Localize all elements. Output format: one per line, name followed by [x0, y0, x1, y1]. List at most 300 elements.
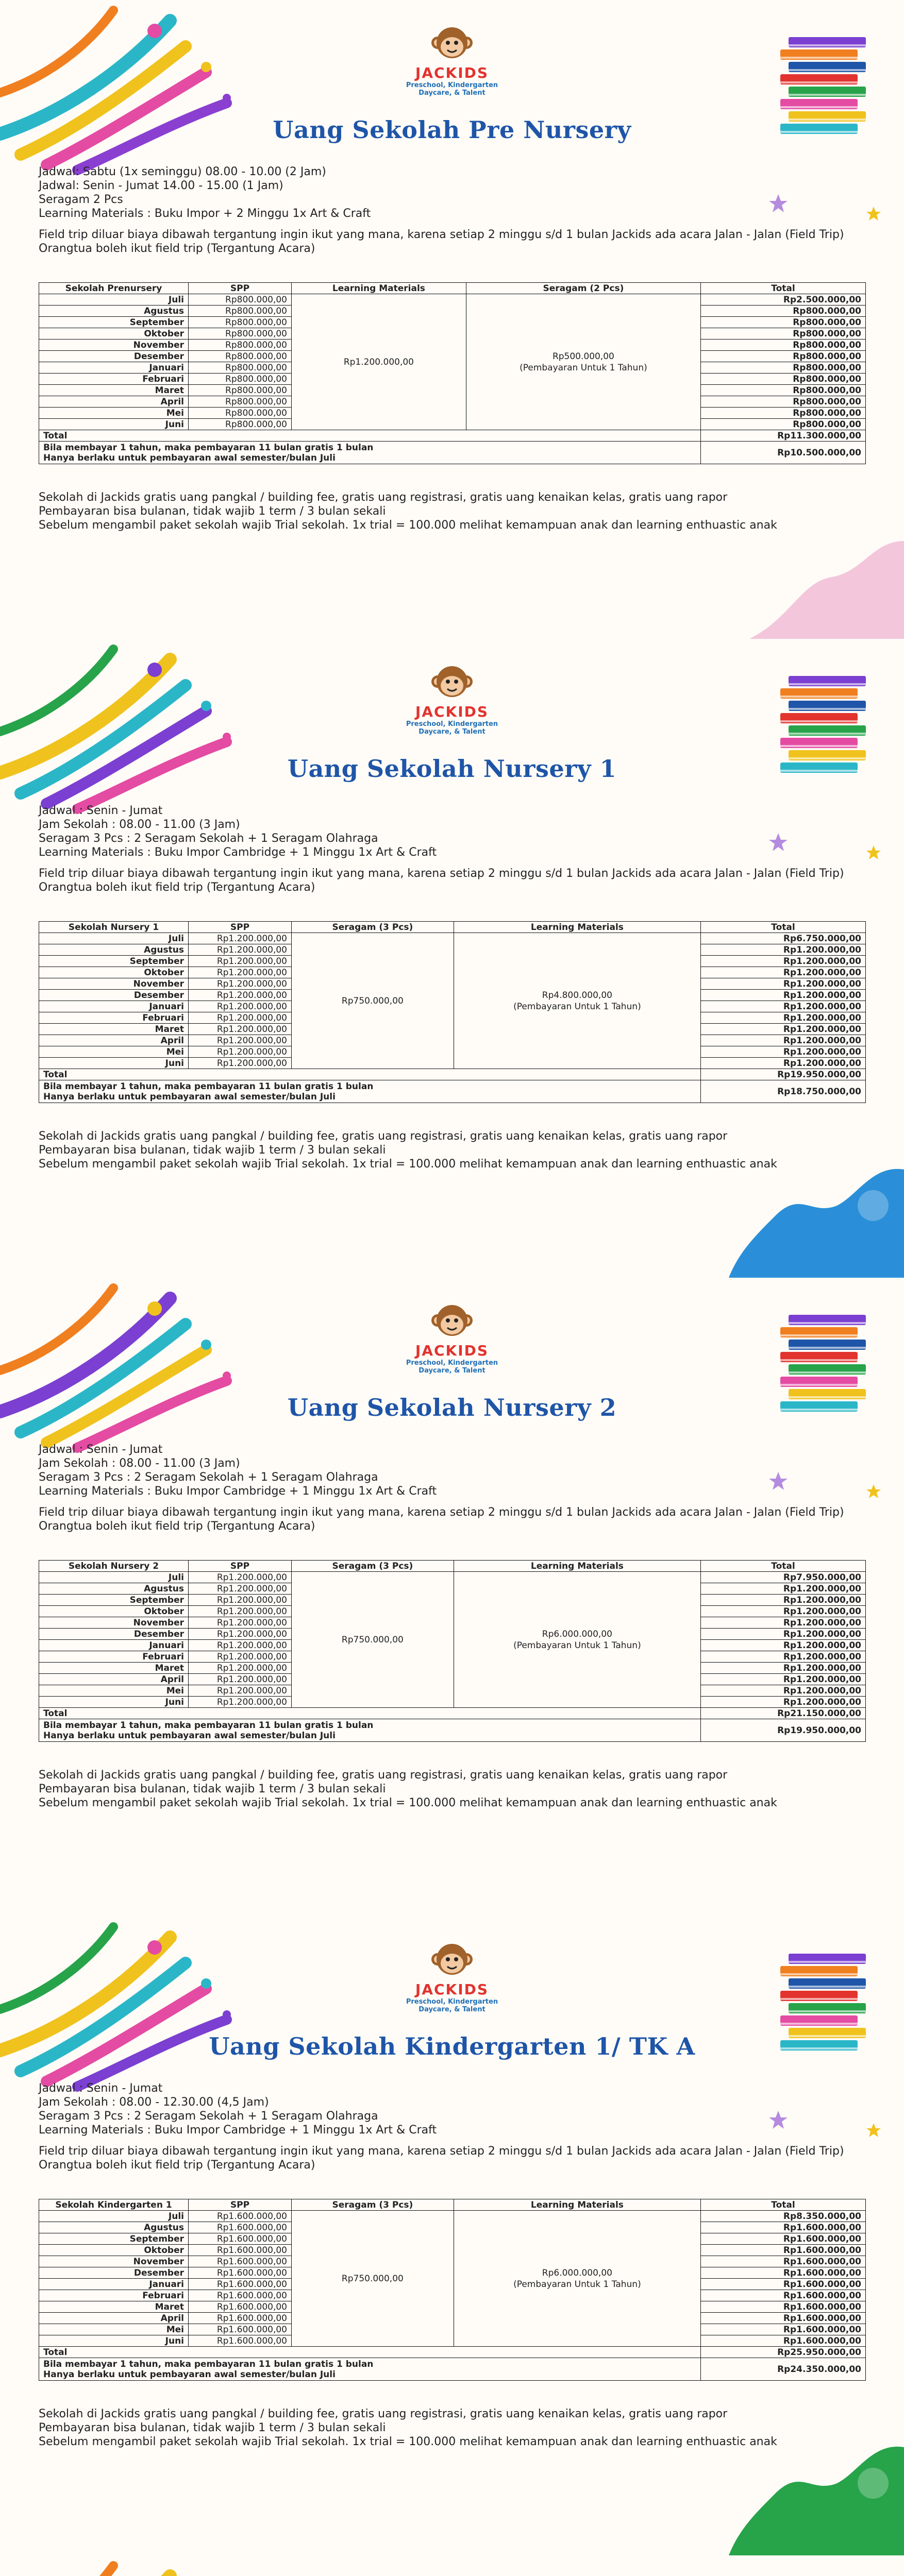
month-cell: Oktober [39, 1606, 189, 1617]
monkey-mascot-icon [430, 23, 474, 63]
spp-cell: Rp1.200.000,00 [189, 956, 292, 967]
total-cell: Rp800.000,00 [701, 306, 866, 317]
spp-cell: Rp1.200.000,00 [189, 1024, 292, 1035]
merged-fee-note: (Pembayaran Untuk 1 Tahun) [520, 362, 647, 373]
parent-note: Orangtua boleh ikut field trip (Tergantung Acara) [39, 1520, 315, 1533]
promo-row [39, 1719, 866, 1742]
spp-cell: Rp1.200.000,00 [189, 1046, 292, 1058]
brand-tagline-1: Preschool, Kindergarten [406, 1359, 498, 1367]
section-title: Uang Sekolah Nursery 1 [287, 755, 617, 783]
total-cell: Rp1.200.000,00 [701, 990, 866, 1001]
section-title: Uang Sekolah Kindergarten 1/ TK A [209, 2032, 695, 2060]
parent-note: Orangtua boleh ikut field trip (Tergantung Acara) [39, 881, 315, 894]
month-cell: September [39, 317, 189, 328]
total-cell: Rp800.000,00 [701, 340, 866, 351]
month-cell: Oktober [39, 328, 189, 340]
total-cell: Rp1.600.000,00 [701, 2301, 866, 2313]
paint-splash-decoration [0, 639, 268, 814]
merged-fee-note: (Pembayaran Untuk 1 Tahun) [513, 2279, 641, 2290]
month-cell: Januari [39, 2279, 189, 2290]
total-cell: Rp1.600.000,00 [701, 2222, 866, 2233]
promo-line-2: Hanya berlaku untuk pembayaran awal semester/bulan Juli [43, 2369, 336, 2380]
brand-name: JACKIDS [415, 703, 489, 720]
merged-fee-amount: Rp6.000.000,00 [542, 1629, 612, 1639]
price-section [0, 639, 904, 1278]
total-cell: Rp800.000,00 [701, 385, 866, 396]
footer-notes [39, 1129, 863, 1171]
spp-cell: Rp1.200.000,00 [189, 1697, 292, 1708]
section-title: Uang Sekolah Pre Nursery [273, 116, 631, 144]
merged-fee-cell-2 [454, 1572, 700, 1708]
table-row [39, 1572, 866, 1583]
info-line: Learning Materials : Buku Impor + 2 Minggu 1x Art & Craft [39, 207, 371, 220]
spp-cell: Rp800.000,00 [189, 385, 292, 396]
brand-tagline-2: Daycare, & Talent [418, 1367, 486, 1375]
promo-line-1: Bila membayar 1 tahun, maka pembayaran 11 bulan gratis 1 bulan [43, 2359, 374, 2369]
month-cell: November [39, 978, 189, 990]
spp-cell: Rp1.600.000,00 [189, 2222, 292, 2233]
spp-cell: Rp800.000,00 [189, 374, 292, 385]
monkey-mascot-icon [430, 1940, 474, 1980]
column-header: Seragam (2 Pcs) [466, 283, 700, 294]
month-cell: Oktober [39, 967, 189, 978]
total-cell: Rp800.000,00 [701, 351, 866, 362]
promo-row [39, 2358, 866, 2381]
fee-table [39, 1560, 866, 1742]
spp-cell: Rp1.600.000,00 [189, 2290, 292, 2301]
total-cell: Rp1.600.000,00 [701, 2335, 866, 2347]
jackids-logo [399, 1940, 505, 2013]
spp-cell: Rp1.200.000,00 [189, 1685, 292, 1697]
column-header: Seragam (3 Pcs) [292, 2199, 454, 2211]
footer-line: Pembayaran bisa bulanan, tidak wajib 1 term / 3 bulan sekali [39, 1783, 386, 1795]
footer-line: Sebelum mengambil paket sekolah wajib Trial sekolah. 1x trial = 100.000 melihat kemampuan anak dan learning enthuastic anak [39, 1158, 777, 1171]
column-header: Learning Materials [454, 922, 700, 933]
total-cell: Rp800.000,00 [701, 396, 866, 408]
info-line: Learning Materials : Buku Impor Cambridge + 1 Minggu 1x Art & Craft [39, 2124, 437, 2137]
table-row [39, 933, 866, 944]
month-cell: September [39, 1595, 189, 1606]
star-icon [866, 845, 881, 860]
brand-name: JACKIDS [415, 64, 489, 81]
section-title: Uang Sekolah Nursery 2 [287, 1394, 617, 1421]
total-cell: Rp800.000,00 [701, 317, 866, 328]
schedule-info [39, 1443, 863, 1533]
footer-line: Sekolah di Jackids gratis uang pangkal / building fee, gratis uang registrasi, gratis uang kenaikan kelas, gratis uang rapor [39, 1769, 728, 1782]
grand-total-row [39, 1069, 866, 1080]
total-cell: Rp1.600.000,00 [701, 2245, 866, 2256]
total-cell: Rp1.200.000,00 [701, 1583, 866, 1595]
month-cell: Agustus [39, 944, 189, 956]
total-cell: Rp1.200.000,00 [701, 1035, 866, 1046]
month-cell: April [39, 2313, 189, 2324]
month-cell: Desember [39, 1629, 189, 1640]
spp-cell: Rp800.000,00 [189, 351, 292, 362]
column-header: Sekolah Kindergarten 1 [39, 2199, 189, 2211]
merged-fee-amount: Rp4.800.000,00 [542, 990, 612, 1001]
spp-cell: Rp1.200.000,00 [189, 1617, 292, 1629]
field-trip-note: Field trip diluar biaya dibawah tergantung ingin ikut yang mana, karena setiap 2 minggu s/d 1 bulan Jackids ada acara Jalan - Jalan (Field Trip) [39, 1506, 844, 1519]
parent-note: Orangtua boleh ikut field trip (Tergantung Acara) [39, 242, 315, 255]
month-cell: September [39, 956, 189, 967]
total-cell: Rp1.200.000,00 [701, 967, 866, 978]
spp-cell: Rp800.000,00 [189, 306, 292, 317]
promo-text-cell [39, 442, 701, 464]
month-cell: Juni [39, 1058, 189, 1069]
month-cell: Mei [39, 408, 189, 419]
promo-text-cell [39, 1719, 701, 1742]
grand-total-row [39, 1708, 866, 1719]
grand-total-value: Rp25.950.000,00 [701, 2347, 866, 2358]
month-cell: Maret [39, 1024, 189, 1035]
column-header: SPP [189, 283, 292, 294]
column-header: Sekolah Nursery 1 [39, 922, 189, 933]
total-cell: Rp1.600.000,00 [701, 2313, 866, 2324]
promo-text-cell [39, 1080, 701, 1103]
corner-decoration [718, 520, 904, 639]
spp-cell: Rp1.600.000,00 [189, 2301, 292, 2313]
monkey-mascot-icon [430, 662, 474, 702]
total-cell: Rp1.600.000,00 [701, 2233, 866, 2245]
month-cell: Februari [39, 1651, 189, 1663]
grand-total-value: Rp21.150.000,00 [701, 1708, 866, 1719]
spp-cell: Rp1.200.000,00 [189, 978, 292, 990]
spp-cell: Rp1.200.000,00 [189, 1035, 292, 1046]
footer-line: Sekolah di Jackids gratis uang pangkal / building fee, gratis uang registrasi, gratis uang kenaikan kelas, gratis uang rapor [39, 2408, 728, 2420]
month-cell: Maret [39, 2301, 189, 2313]
total-cell: Rp800.000,00 [701, 374, 866, 385]
brand-tagline-1: Preschool, Kindergarten [406, 81, 498, 89]
month-cell: November [39, 340, 189, 351]
month-cell: November [39, 1617, 189, 1629]
merged-fee-cell-2 [454, 2211, 700, 2347]
column-header: Total [701, 1561, 866, 1572]
month-cell: Agustus [39, 1583, 189, 1595]
info-line: Jam Sekolah : 08.00 - 12.30.00 (4,5 Jam) [39, 2096, 269, 2109]
brand-tagline-1: Preschool, Kindergarten [406, 1998, 498, 2006]
corner-decoration [718, 1159, 904, 1278]
column-header: SPP [189, 1561, 292, 1572]
spp-cell: Rp1.600.000,00 [189, 2335, 292, 2347]
star-icon [866, 206, 881, 222]
month-cell: Januari [39, 1001, 189, 1012]
month-cell: Desember [39, 990, 189, 1001]
footer-line: Sebelum mengambil paket sekolah wajib Trial sekolah. 1x trial = 100.000 melihat kemampuan anak dan learning enthuastic anak [39, 519, 777, 532]
table-header-row [39, 283, 866, 294]
footer-line: Sekolah di Jackids gratis uang pangkal / building fee, gratis uang registrasi, gratis uang kenaikan kelas, gratis uang rapor [39, 491, 728, 504]
star-icon [866, 1484, 881, 1499]
spp-cell: Rp800.000,00 [189, 328, 292, 340]
month-cell: Mei [39, 2324, 189, 2335]
fee-table [39, 2199, 866, 2381]
month-cell: April [39, 396, 189, 408]
column-header: Sekolah Nursery 2 [39, 1561, 189, 1572]
promo-row [39, 1080, 866, 1103]
spp-cell: Rp1.600.000,00 [189, 2245, 292, 2256]
total-cell: Rp2.500.000,00 [701, 294, 866, 306]
merged-fee-cell: Rp1.200.000,00 [292, 294, 466, 430]
fee-table [39, 921, 866, 1103]
total-cell: Rp800.000,00 [701, 419, 866, 430]
merged-fee-cell: Rp750.000,00 [292, 1572, 454, 1708]
merged-fee-cell-2 [466, 294, 700, 430]
column-header: Seragam (3 Pcs) [292, 1561, 454, 1572]
spp-cell: Rp800.000,00 [189, 419, 292, 430]
info-line: Jadwal : Senin - Jumat [39, 1443, 163, 1456]
brand-name: JACKIDS [415, 1342, 489, 1359]
merged-fee-amount: Rp6.000.000,00 [542, 2267, 612, 2278]
column-header: Total [701, 922, 866, 933]
merged-fee-note: (Pembayaran Untuk 1 Tahun) [513, 1640, 641, 1651]
total-cell: Rp1.200.000,00 [701, 1058, 866, 1069]
total-label: Total [39, 430, 701, 442]
month-cell: Juni [39, 2335, 189, 2347]
jackids-logo [399, 662, 505, 736]
spp-cell: Rp1.200.000,00 [189, 967, 292, 978]
total-label: Total [39, 2347, 701, 2358]
total-cell: Rp1.200.000,00 [701, 956, 866, 967]
field-trip-note: Field trip diluar biaya dibawah tergantung ingin ikut yang mana, karena setiap 2 minggu s/d 1 bulan Jackids ada acara Jalan - Jalan (Field Trip) [39, 228, 844, 241]
promo-total-value: Rp24.350.000,00 [701, 2358, 866, 2381]
schedule-info [39, 165, 863, 256]
spp-cell: Rp1.200.000,00 [189, 1606, 292, 1617]
total-cell: Rp1.200.000,00 [701, 1674, 866, 1685]
month-cell: Desember [39, 351, 189, 362]
spp-cell: Rp1.200.000,00 [189, 1572, 292, 1583]
month-cell: Juli [39, 1572, 189, 1583]
paint-splash-decoration [0, 2555, 268, 2576]
spp-cell: Rp1.600.000,00 [189, 2279, 292, 2290]
month-cell: Juni [39, 419, 189, 430]
promo-text-cell [39, 2358, 701, 2381]
table-header-row [39, 2199, 866, 2211]
brand-name: JACKIDS [415, 1981, 489, 1998]
footer-line: Pembayaran bisa bulanan, tidak wajib 1 term / 3 bulan sekali [39, 1144, 386, 1157]
spp-cell: Rp1.200.000,00 [189, 1583, 292, 1595]
month-cell: Oktober [39, 2245, 189, 2256]
field-trip-note: Field trip diluar biaya dibawah tergantung ingin ikut yang mana, karena setiap 2 minggu s/d 1 bulan Jackids ada acara Jalan - Jalan (Field Trip) [39, 867, 844, 880]
info-line: Jadwal : Senin - Jumat [39, 2082, 163, 2095]
total-cell: Rp1.600.000,00 [701, 2290, 866, 2301]
footer-line: Sekolah di Jackids gratis uang pangkal / building fee, gratis uang registrasi, gratis uang kenaikan kelas, gratis uang rapor [39, 1130, 728, 1143]
total-label: Total [39, 1069, 701, 1080]
info-line: Learning Materials : Buku Impor Cambridge + 1 Minggu 1x Art & Craft [39, 1485, 437, 1498]
footer-line: Sebelum mengambil paket sekolah wajib Trial sekolah. 1x trial = 100.000 melihat kemampuan anak dan learning enthuastic anak [39, 2435, 777, 2448]
column-header: Sekolah Prenursery [39, 283, 189, 294]
brand-tagline-2: Daycare, & Talent [418, 2006, 486, 2013]
month-cell: Juli [39, 933, 189, 944]
table-header-row [39, 922, 866, 933]
price-section [0, 1278, 904, 1917]
merged-fee-cell-2 [454, 933, 700, 1069]
spp-cell: Rp1.600.000,00 [189, 2233, 292, 2245]
promo-row [39, 442, 866, 464]
month-cell: Februari [39, 374, 189, 385]
month-cell: Mei [39, 1046, 189, 1058]
grand-total-row [39, 430, 866, 442]
info-line: Seragam 2 Pcs [39, 193, 123, 206]
merged-fee-note: (Pembayaran Untuk 1 Tahun) [513, 1001, 641, 1012]
footer-notes [39, 2407, 863, 2449]
column-header: SPP [189, 2199, 292, 2211]
total-cell: Rp1.600.000,00 [701, 2267, 866, 2279]
info-line: Jadwal: Sabtu (1x seminggu) 08.00 - 10.00 (2 Jam) [39, 165, 326, 178]
promo-total-value: Rp18.750.000,00 [701, 1080, 866, 1103]
total-cell: Rp1.200.000,00 [701, 1024, 866, 1035]
spp-cell: Rp800.000,00 [189, 362, 292, 374]
promo-line-2: Hanya berlaku untuk pembayaran awal semester/bulan Juli [43, 1730, 336, 1741]
jackids-logo [399, 23, 505, 97]
footer-line: Pembayaran bisa bulanan, tidak wajib 1 term / 3 bulan sekali [39, 2421, 386, 2434]
parent-note: Orangtua boleh ikut field trip (Tergantung Acara) [39, 2159, 315, 2172]
field-trip-note: Field trip diluar biaya dibawah tergantung ingin ikut yang mana, karena setiap 2 minggu s/d 1 bulan Jackids ada acara Jalan - Jalan (Field Trip) [39, 2145, 844, 2158]
spp-cell: Rp1.200.000,00 [189, 944, 292, 956]
total-cell: Rp1.200.000,00 [701, 944, 866, 956]
grand-total-value: Rp11.300.000,00 [701, 430, 866, 442]
month-cell: Agustus [39, 306, 189, 317]
footer-notes [39, 490, 863, 532]
spp-cell: Rp800.000,00 [189, 396, 292, 408]
total-cell: Rp800.000,00 [701, 362, 866, 374]
corner-decoration [718, 2437, 904, 2555]
spp-cell: Rp1.600.000,00 [189, 2211, 292, 2222]
column-header: Total [701, 283, 866, 294]
price-section [0, 2555, 904, 2576]
paint-splash-decoration [0, 1917, 268, 2092]
spp-cell: Rp1.600.000,00 [189, 2313, 292, 2324]
schedule-info [39, 2081, 863, 2172]
total-cell: Rp1.200.000,00 [701, 1617, 866, 1629]
month-cell: Maret [39, 385, 189, 396]
total-cell: Rp1.200.000,00 [701, 1606, 866, 1617]
info-line: Learning Materials : Buku Impor Cambridge + 1 Minggu 1x Art & Craft [39, 846, 437, 859]
spp-cell: Rp1.200.000,00 [189, 1058, 292, 1069]
table-row [39, 2211, 866, 2222]
total-cell: Rp800.000,00 [701, 408, 866, 419]
total-cell: Rp800.000,00 [701, 328, 866, 340]
total-cell: Rp1.600.000,00 [701, 2256, 866, 2267]
info-line: Jadwal: Senin - Jumat 14.00 - 15.00 (1 Jam) [39, 179, 283, 192]
column-header: Learning Materials [454, 1561, 700, 1572]
schedule-info [39, 804, 863, 894]
info-line: Seragam 3 Pcs : 2 Seragam Sekolah + 1 Seragam Olahraga [39, 2110, 378, 2123]
total-cell: Rp1.200.000,00 [701, 1595, 866, 1606]
price-section [0, 1917, 904, 2555]
spp-cell: Rp800.000,00 [189, 294, 292, 306]
merged-fee-cell: Rp750.000,00 [292, 2211, 454, 2347]
column-header: SPP [189, 922, 292, 933]
total-cell: Rp1.200.000,00 [701, 1663, 866, 1674]
month-cell: Maret [39, 1663, 189, 1674]
total-cell: Rp1.200.000,00 [701, 1046, 866, 1058]
spp-cell: Rp1.200.000,00 [189, 1629, 292, 1640]
spp-cell: Rp800.000,00 [189, 317, 292, 328]
month-cell: Mei [39, 1685, 189, 1697]
monkey-mascot-icon [430, 1301, 474, 1341]
total-cell: Rp7.950.000,00 [701, 1572, 866, 1583]
total-cell: Rp6.750.000,00 [701, 933, 866, 944]
merged-fee-amount: Rp500.000,00 [552, 351, 614, 362]
column-header: Total [701, 2199, 866, 2211]
column-header: Learning Materials [292, 283, 466, 294]
column-header: Learning Materials [454, 2199, 700, 2211]
spp-cell: Rp1.600.000,00 [189, 2324, 292, 2335]
brand-tagline-2: Daycare, & Talent [418, 89, 486, 97]
grand-total-value: Rp19.950.000,00 [701, 1069, 866, 1080]
brand-tagline-2: Daycare, & Talent [418, 728, 486, 736]
total-cell: Rp1.200.000,00 [701, 1001, 866, 1012]
brand-tagline-1: Preschool, Kindergarten [406, 720, 498, 728]
total-cell: Rp1.200.000,00 [701, 1640, 866, 1651]
month-cell: April [39, 1035, 189, 1046]
spp-cell: Rp1.200.000,00 [189, 1651, 292, 1663]
month-cell: Juli [39, 294, 189, 306]
month-cell: Juni [39, 1697, 189, 1708]
spp-cell: Rp800.000,00 [189, 408, 292, 419]
total-cell: Rp1.600.000,00 [701, 2324, 866, 2335]
footer-notes [39, 1768, 863, 1810]
promo-line-2: Hanya berlaku untuk pembayaran awal semester/bulan Juli [43, 452, 336, 463]
table-header-row [39, 1561, 866, 1572]
total-cell: Rp1.200.000,00 [701, 1651, 866, 1663]
footer-line: Pembayaran bisa bulanan, tidak wajib 1 term / 3 bulan sekali [39, 505, 386, 518]
price-section [0, 0, 904, 639]
spp-cell: Rp1.200.000,00 [189, 990, 292, 1001]
total-cell: Rp1.200.000,00 [701, 1685, 866, 1697]
month-cell: Agustus [39, 2222, 189, 2233]
spp-cell: Rp1.600.000,00 [189, 2256, 292, 2267]
spp-cell: Rp1.200.000,00 [189, 1001, 292, 1012]
total-label: Total [39, 1708, 701, 1719]
fee-table [39, 282, 866, 464]
promo-total-value: Rp19.950.000,00 [701, 1719, 866, 1742]
month-cell: Januari [39, 1640, 189, 1651]
spp-cell: Rp1.600.000,00 [189, 2267, 292, 2279]
info-line: Seragam 3 Pcs : 2 Seragam Sekolah + 1 Seragam Olahraga [39, 1471, 378, 1484]
spp-cell: Rp1.200.000,00 [189, 1674, 292, 1685]
month-cell: Juli [39, 2211, 189, 2222]
promo-line-1: Bila membayar 1 tahun, maka pembayaran 11 bulan gratis 1 bulan [43, 1720, 374, 1731]
total-cell: Rp1.200.000,00 [701, 978, 866, 990]
month-cell: April [39, 1674, 189, 1685]
info-line: Jam Sekolah : 08.00 - 11.00 (3 Jam) [39, 818, 240, 831]
spp-cell: Rp800.000,00 [189, 340, 292, 351]
month-cell: Februari [39, 1012, 189, 1024]
month-cell: Februari [39, 2290, 189, 2301]
column-header: Seragam (3 Pcs) [292, 922, 454, 933]
paint-splash-decoration [0, 0, 268, 175]
spp-cell: Rp1.200.000,00 [189, 933, 292, 944]
month-cell: September [39, 2233, 189, 2245]
info-line: Jadwal : Senin - Jumat [39, 804, 163, 817]
footer-line: Sebelum mengambil paket sekolah wajib Trial sekolah. 1x trial = 100.000 melihat kemampuan anak dan learning enthuastic anak [39, 1797, 777, 1809]
info-line: Seragam 3 Pcs : 2 Seragam Sekolah + 1 Seragam Olahraga [39, 832, 378, 845]
spp-cell: Rp1.200.000,00 [189, 1595, 292, 1606]
total-cell: Rp1.200.000,00 [701, 1629, 866, 1640]
month-cell: Januari [39, 362, 189, 374]
promo-line-1: Bila membayar 1 tahun, maka pembayaran 11 bulan gratis 1 bulan [43, 442, 374, 453]
star-icon [866, 2123, 881, 2138]
total-cell: Rp1.200.000,00 [701, 1012, 866, 1024]
spp-cell: Rp1.200.000,00 [189, 1640, 292, 1651]
promo-line-1: Bila membayar 1 tahun, maka pembayaran 11 bulan gratis 1 bulan [43, 1081, 374, 1092]
jackids-logo [399, 1301, 505, 1375]
total-cell: Rp1.600.000,00 [701, 2279, 866, 2290]
table-row [39, 294, 866, 306]
spp-cell: Rp1.200.000,00 [189, 1012, 292, 1024]
paint-splash-decoration [0, 1278, 268, 1453]
merged-fee-cell: Rp750.000,00 [292, 933, 454, 1069]
